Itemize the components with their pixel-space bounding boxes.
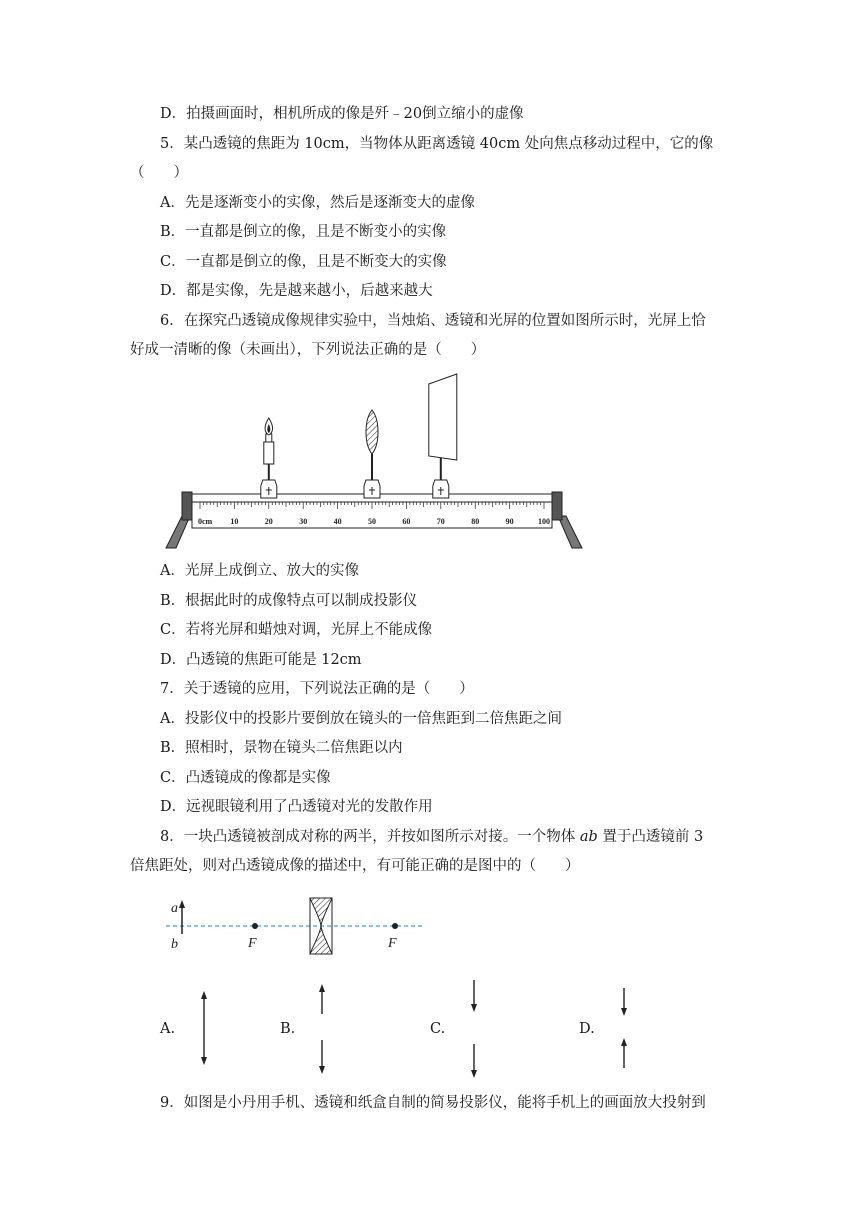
- q6-option-d: D．凸透镜的焦距可能是 12cm: [160, 652, 362, 668]
- convex-lens: [364, 410, 380, 498]
- q5-option-c: C．一直都是倒立的像，且是不断变大的实像: [160, 254, 447, 270]
- scale-tick-label: 60: [402, 517, 411, 526]
- bench-left-block: [182, 492, 192, 520]
- q6-option-c: C．若将光屏和蜡烛对调，光屏上不能成像: [160, 622, 433, 638]
- bench-right-leg: [558, 516, 582, 548]
- arrow-up-head: [621, 1038, 627, 1046]
- arrow-up-head: [201, 991, 207, 999]
- scale-tick-label: 70: [436, 517, 445, 526]
- split-lens-figure: [160, 888, 440, 972]
- focus-right-dot: [392, 923, 398, 929]
- arrow-down-head: [621, 1008, 627, 1016]
- q7-stem: 7．关于透镜的应用，下列说法正确的是（ ）: [160, 681, 474, 697]
- q5-option-d: D．都是实像，先是越来越小，后越来越大: [160, 283, 433, 299]
- q9-stem: 9．如图是小丹用手机、透镜和纸盒自制的简易投影仪，能将手机上的画面放大投射到: [160, 1095, 706, 1111]
- scale-tick-label: 50: [368, 517, 376, 526]
- light-screen: [429, 374, 457, 498]
- option-c-label: C.: [430, 1021, 446, 1037]
- q6-option-a: A．光屏上成倒立、放大的实像: [160, 563, 359, 579]
- q5-option-b: B．一直都是倒立的像，且是不断变小的实像: [160, 224, 447, 240]
- scale-tick-label: 80: [471, 517, 480, 526]
- q5-option-a: A．先是逐渐变小的实像，然后是逐渐变大的虚像: [160, 195, 475, 211]
- q4-option-d: D．拍摄画面时，相机所成的像是歼﹣20倒立缩小的虚像: [160, 106, 524, 122]
- candle: [261, 418, 277, 498]
- q6-stem: 6．在探究凸透镜成像规律实验中，当烛焰、透镜和光屏的位置如图所示时，光屏上恰: [160, 313, 706, 329]
- arrow-down-head: [319, 1066, 325, 1074]
- object-bottom-label: b: [171, 937, 178, 952]
- arrow-down-head: [471, 1070, 477, 1078]
- q5-stem: 5．某凸透镜的焦距为 10cm，当物体从距离透镜 40cm 处向焦点移动过程中，它的像: [160, 136, 714, 152]
- arrow-down-head: [201, 1057, 207, 1065]
- focus-left-label: F: [248, 936, 257, 951]
- object-top-label: a: [171, 901, 178, 916]
- split-lens-top: [310, 898, 332, 926]
- split-lens-bottom: [310, 926, 332, 954]
- bench-right-block: [552, 492, 562, 520]
- q7-option-d: D．远视眼镜利用了凸透镜对光的发散作用: [160, 799, 433, 815]
- scale-tick-label: 10: [230, 517, 239, 526]
- scale-tick-label: 100: [538, 517, 550, 526]
- q6-stem-cont: 好成一清晰的像（未画出），下列说法正确的是（ ）: [130, 342, 486, 358]
- arrow-up-head: [319, 984, 325, 992]
- option-d-figure: [616, 986, 632, 1072]
- object-arrow-head: [179, 900, 185, 908]
- focus-left-dot: [252, 923, 258, 929]
- q5-answer-bracket: （ ）: [130, 165, 188, 181]
- q6-option-b: B．根据此时的成像特点可以制成投影仪: [160, 593, 418, 609]
- option-d-label: D.: [579, 1021, 595, 1037]
- q7-option-c: C．凸透镜成的像都是实像: [160, 770, 331, 786]
- option-a-label: A.: [160, 1021, 176, 1037]
- q7-option-b: B．照相时，景物在镜头二倍焦距以内: [160, 740, 403, 756]
- focus-right-label: F: [388, 936, 397, 951]
- option-b-figure: [314, 984, 330, 1076]
- q8-stem: [160, 827, 703, 847]
- q8-object-label: ab: [579, 829, 598, 845]
- option-c-figure: [466, 978, 482, 1080]
- option-b-label: B.: [280, 1021, 296, 1037]
- scale-tick-label: 20: [264, 517, 273, 526]
- q8-stem-cont: 倍焦距处，则对凸透镜成像的描述中，有可能正确的是图中的（ ）: [130, 858, 580, 874]
- scale-tick-label: 90: [505, 517, 514, 526]
- q8-stem-part1: 8．一块凸透镜被剖成对称的两半，并按如图所示对接。一个物体: [160, 829, 580, 845]
- arrow-down-head: [471, 1004, 477, 1012]
- option-a-figure: [196, 990, 212, 1066]
- scale-tick-label: 30: [299, 517, 308, 526]
- scale-tick-label: 0cm: [198, 517, 213, 526]
- optical-bench-figure: [160, 368, 590, 554]
- q8-stem-part2: 置于凸透镜前 3: [597, 829, 704, 845]
- bench-left-leg: [166, 516, 190, 548]
- scale-tick-label: 40: [333, 517, 342, 526]
- q7-option-a: A．投影仪中的投影片要倒放在镜头的一倍焦距到二倍焦距之间: [160, 711, 562, 727]
